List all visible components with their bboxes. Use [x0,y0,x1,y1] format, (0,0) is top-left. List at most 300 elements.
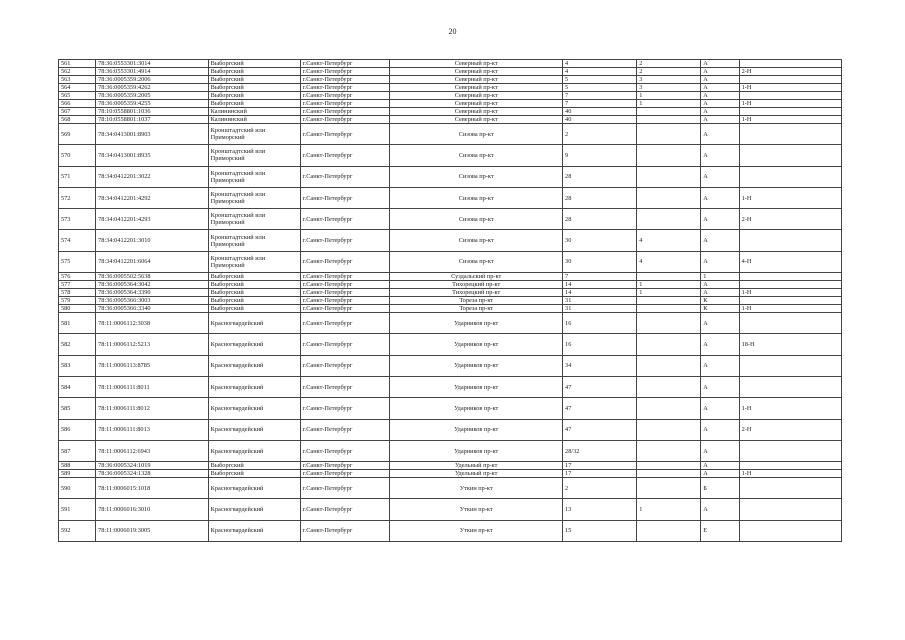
city-cell: г.Санкт-Петербург [300,499,390,520]
house-number-cell: 7 [563,273,637,281]
table-row [59,116,842,124]
letter-cell: А [701,100,739,108]
letter-cell: 1 [701,273,739,281]
premises-cell [739,281,841,289]
row-number-cell: 579 [59,297,96,305]
house-number-cell: 28 [563,209,637,230]
street-cell: Северный пр-кт [390,100,563,108]
row-number-cell: 578 [59,289,96,297]
building-number-cell [637,297,701,305]
row-number-cell: 582 [59,334,96,355]
house-number-cell: 31 [563,305,637,313]
table-row [59,187,842,208]
street-cell: Тореза пр-кт [390,305,563,313]
building-number-cell [637,470,701,478]
table-row [59,100,842,108]
premises-cell [739,499,841,520]
row-number-cell: 577 [59,281,96,289]
cadastral-number-cell: 78:11:0006113:8785 [96,355,209,376]
house-number-cell: 9 [563,145,637,166]
premises-cell [739,124,841,145]
cadastral-number-cell: 78:11:0006112:3038 [96,313,209,334]
cadastral-number-cell: 78:34:0413001:8935 [96,145,209,166]
house-number-cell: 34 [563,355,637,376]
district-cell: Красногвардейский [208,334,300,355]
city-cell: г.Санкт-Петербург [300,209,390,230]
premises-cell: 2-Н [739,68,841,76]
district-cell: Выборгский [208,305,300,313]
house-number-cell: 5 [563,76,637,84]
street-cell: Уткин пр-кт [390,478,563,499]
street-cell: Северный пр-кт [390,116,563,124]
city-cell: г.Санкт-Петербург [300,281,390,289]
cadastral-number-cell: 78:36:0553301:3014 [96,60,209,68]
cadastral-number-cell: 78:36:0005366:3340 [96,305,209,313]
building-number-cell [637,116,701,124]
table-row [59,273,842,281]
district-cell: Кронштадтский или Приморский [208,187,300,208]
district-cell: Кронштадтский или Приморский [208,145,300,166]
table-row [59,520,842,541]
district-cell: Выборгский [208,470,300,478]
street-cell: Удельный пр-кт [390,470,563,478]
letter-cell: А [701,313,739,334]
premises-cell [739,92,841,100]
city-cell: г.Санкт-Петербург [300,68,390,76]
cadastral-number-cell: 78:34:0412201:4292 [96,187,209,208]
row-number-cell: 583 [59,355,96,376]
city-cell: г.Санкт-Петербург [300,462,390,470]
city-cell: г.Санкт-Петербург [300,376,390,397]
city-cell: г.Санкт-Петербург [300,92,390,100]
house-number-cell: 40 [563,108,637,116]
premises-cell [739,440,841,461]
district-cell: Кронштадтский или Приморский [208,124,300,145]
house-number-cell: 14 [563,289,637,297]
letter-cell: А [701,281,739,289]
premises-cell: 1-Н [739,470,841,478]
table-row [59,251,842,272]
city-cell: г.Санкт-Петербург [300,334,390,355]
table-row [59,398,842,419]
district-cell: Выборгский [208,289,300,297]
premises-cell: 4-Н [739,251,841,272]
table-row [59,297,842,305]
house-number-cell: 7 [563,100,637,108]
cadastral-number-cell: 78:34:0412201:3010 [96,230,209,251]
letter-cell: А [701,376,739,397]
house-number-cell: 28/32 [563,440,637,461]
letter-cell: А [701,230,739,251]
street-cell: Ударников пр-кт [390,419,563,440]
table-row [59,108,842,116]
house-number-cell: 14 [563,281,637,289]
building-number-cell: 3 [637,84,701,92]
building-number-cell [637,124,701,145]
city-cell: г.Санкт-Петербург [300,145,390,166]
premises-cell [739,376,841,397]
cadastral-number-cell: 78:11:0006112:6943 [96,440,209,461]
street-cell: Сизова пр-кт [390,145,563,166]
table-row [59,499,842,520]
street-cell: Ударников пр-кт [390,334,563,355]
premises-cell [739,108,841,116]
row-number-cell: 562 [59,68,96,76]
premises-cell [739,478,841,499]
house-number-cell: 7 [563,92,637,100]
city-cell: г.Санкт-Петербург [300,108,390,116]
district-cell: Выборгский [208,297,300,305]
street-cell: Сизова пр-кт [390,230,563,251]
house-number-cell: 30 [563,251,637,272]
table-row [59,76,842,84]
table-row [59,289,842,297]
letter-cell: А [701,116,739,124]
house-number-cell: 2 [563,478,637,499]
premises-cell [739,60,841,68]
row-number-cell: 589 [59,470,96,478]
cadastral-number-cell: 78:34:0413001:8903 [96,124,209,145]
cadastral-number-cell: 78:36:0005359:2005 [96,92,209,100]
row-number-cell: 590 [59,478,96,499]
table-row [59,145,842,166]
district-cell: Кронштадтский или Приморский [208,166,300,187]
row-number-cell: 575 [59,251,96,272]
table-row [59,124,842,145]
building-number-cell: 4 [637,251,701,272]
row-number-cell: 571 [59,166,96,187]
street-cell: Северный пр-кт [390,108,563,116]
district-cell: Выборгский [208,462,300,470]
row-number-cell: 588 [59,462,96,470]
premises-cell: 1-Н [739,100,841,108]
building-number-cell: 2 [637,68,701,76]
city-cell: г.Санкт-Петербург [300,478,390,499]
table-row [59,478,842,499]
premises-cell: 1-Н [739,305,841,313]
cadastral-number-cell: 78:34:0412201:3022 [96,166,209,187]
letter-cell: А [701,84,739,92]
house-number-cell: 28 [563,166,637,187]
building-number-cell [637,419,701,440]
building-number-cell [637,187,701,208]
table-row [59,68,842,76]
row-number-cell: 570 [59,145,96,166]
building-number-cell [637,355,701,376]
house-number-cell: 5 [563,84,637,92]
letter-cell: А [701,166,739,187]
letter-cell: А [701,289,739,297]
district-cell: Красногвардейский [208,520,300,541]
row-number-cell: 580 [59,305,96,313]
premises-cell: 2-Н [739,209,841,230]
street-cell: Северный пр-кт [390,68,563,76]
table-row [59,470,842,478]
page-number: 20 [448,27,457,36]
district-cell: Кронштадтский или Приморский [208,251,300,272]
city-cell: г.Санкт-Петербург [300,251,390,272]
city-cell: г.Санкт-Петербург [300,230,390,251]
letter-cell: А [701,68,739,76]
table-row [59,166,842,187]
table-row [59,440,842,461]
letter-cell: А [701,145,739,166]
table-row [59,230,842,251]
row-number-cell: 592 [59,520,96,541]
street-cell: Северный пр-кт [390,60,563,68]
cadastral-number-cell: 78:11:0006111:8012 [96,398,209,419]
table-row [59,462,842,470]
letter-cell: А [701,499,739,520]
district-cell: Красногвардейский [208,419,300,440]
city-cell: г.Санкт-Петербург [300,124,390,145]
street-cell: Ударников пр-кт [390,355,563,376]
district-cell: Выборгский [208,273,300,281]
premises-cell [739,166,841,187]
row-number-cell: 585 [59,398,96,419]
row-number-cell: 569 [59,124,96,145]
premises-cell: 1-Н [739,398,841,419]
city-cell: г.Санкт-Петербург [300,470,390,478]
building-number-cell: 1 [637,281,701,289]
table-row [59,281,842,289]
cadastral-number-cell: 78:10:0558801:1036 [96,108,209,116]
street-cell: Северный пр-кт [390,76,563,84]
premises-cell [739,297,841,305]
building-number-cell [637,108,701,116]
building-number-cell [637,334,701,355]
city-cell: г.Санкт-Петербург [300,520,390,541]
building-number-cell [637,398,701,419]
city-cell: г.Санкт-Петербург [300,166,390,187]
building-number-cell: 1 [637,499,701,520]
district-cell: Выборгский [208,100,300,108]
premises-cell [739,76,841,84]
cadastral-number-cell: 78:36:0005359:4255 [96,100,209,108]
street-cell: Сизова пр-кт [390,187,563,208]
city-cell: г.Санкт-Петербург [300,440,390,461]
letter-cell: А [701,76,739,84]
house-number-cell: 16 [563,313,637,334]
house-number-cell: 31 [563,297,637,305]
house-number-cell: 13 [563,499,637,520]
premises-cell: 18-Н [739,334,841,355]
district-cell: Красногвардейский [208,478,300,499]
city-cell: г.Санкт-Петербург [300,398,390,419]
registry-table-body [59,60,842,542]
city-cell: г.Санкт-Петербург [300,187,390,208]
letter-cell: К [701,305,739,313]
cadastral-number-cell: 78:11:0006015:1018 [96,478,209,499]
city-cell: г.Санкт-Петербург [300,76,390,84]
premises-cell [739,520,841,541]
cadastral-number-cell: 78:10:0558801:1037 [96,116,209,124]
street-cell: Северный пр-кт [390,84,563,92]
city-cell: г.Санкт-Петербург [300,116,390,124]
building-number-cell [637,273,701,281]
row-number-cell: 561 [59,60,96,68]
letter-cell: А [701,398,739,419]
row-number-cell: 565 [59,92,96,100]
building-number-cell [637,209,701,230]
building-number-cell [637,462,701,470]
letter-cell: А [701,60,739,68]
letter-cell: А [701,92,739,100]
table-row [59,376,842,397]
district-cell: Выборгский [208,84,300,92]
cadastral-number-cell: 78:36:0005324:1019 [96,462,209,470]
street-cell: Ударников пр-кт [390,376,563,397]
cadastral-number-cell: 78:36:0005359:2006 [96,76,209,84]
house-number-cell: 47 [563,398,637,419]
letter-cell: А [701,124,739,145]
district-cell: Выборгский [208,68,300,76]
house-number-cell: 28 [563,187,637,208]
table-row [59,313,842,334]
premises-cell [739,145,841,166]
building-number-cell [637,478,701,499]
table-row [59,209,842,230]
letter-cell: А [701,108,739,116]
premises-cell [739,313,841,334]
row-number-cell: 587 [59,440,96,461]
building-number-cell [637,376,701,397]
letter-cell: А [701,440,739,461]
cadastral-number-cell: 78:36:0005359:4262 [96,84,209,92]
building-number-cell: 2 [637,60,701,68]
city-cell: г.Санкт-Петербург [300,313,390,334]
building-number-cell [637,440,701,461]
street-cell: Удельный пр-кт [390,462,563,470]
city-cell: г.Санкт-Петербург [300,84,390,92]
street-cell: Сизова пр-кт [390,166,563,187]
letter-cell: А [701,462,739,470]
house-number-cell: 2 [563,124,637,145]
cadastral-number-cell: 78:36:0005366:3003 [96,297,209,305]
cadastral-number-cell: 78:34:0412201:4293 [96,209,209,230]
letter-cell: А [701,419,739,440]
letter-cell: К [701,297,739,305]
letter-cell: Б [701,478,739,499]
building-number-cell: 1 [637,100,701,108]
street-cell: Суздальский пр-кт [390,273,563,281]
premises-cell: 1-Н [739,116,841,124]
building-number-cell [637,145,701,166]
building-number-cell [637,313,701,334]
house-number-cell: 4 [563,60,637,68]
letter-cell: А [701,355,739,376]
street-cell: Сизова пр-кт [390,209,563,230]
table-row [59,84,842,92]
letter-cell: Е [701,520,739,541]
city-cell: г.Санкт-Петербург [300,355,390,376]
district-cell: Калининский [208,116,300,124]
city-cell: г.Санкт-Петербург [300,273,390,281]
premises-cell: 1-Н [739,187,841,208]
row-number-cell: 574 [59,230,96,251]
district-cell: Кронштадтский или Приморский [208,230,300,251]
street-cell: Северный пр-кт [390,92,563,100]
row-number-cell: 576 [59,273,96,281]
cadastral-number-cell: 78:36:0005364:3390 [96,289,209,297]
street-cell: Сизова пр-кт [390,251,563,272]
district-cell: Кронштадтский или Приморский [208,209,300,230]
letter-cell: А [701,251,739,272]
letter-cell: А [701,209,739,230]
premises-cell [739,355,841,376]
district-cell: Красногвардейский [208,376,300,397]
registry-table [58,59,842,542]
row-number-cell: 563 [59,76,96,84]
table-row [59,92,842,100]
city-cell: г.Санкт-Петербург [300,289,390,297]
street-cell: Сизова пр-кт [390,124,563,145]
building-number-cell [637,520,701,541]
row-number-cell: 564 [59,84,96,92]
premises-cell [739,462,841,470]
district-cell: Выборгский [208,60,300,68]
city-cell: г.Санкт-Петербург [300,60,390,68]
row-number-cell: 572 [59,187,96,208]
district-cell: Выборгский [208,76,300,84]
cadastral-number-cell: 78:36:0005364:3042 [96,281,209,289]
city-cell: г.Санкт-Петербург [300,419,390,440]
letter-cell: А [701,470,739,478]
street-cell: Ударников пр-кт [390,440,563,461]
house-number-cell: 40 [563,116,637,124]
street-cell: Ударников пр-кт [390,313,563,334]
table-row [59,355,842,376]
street-cell: Ударников пр-кт [390,398,563,419]
building-number-cell: 3 [637,76,701,84]
row-number-cell: 573 [59,209,96,230]
letter-cell: А [701,187,739,208]
row-number-cell: 581 [59,313,96,334]
row-number-cell: 566 [59,100,96,108]
table-row [59,419,842,440]
row-number-cell: 568 [59,116,96,124]
cadastral-number-cell: 78:11:0006111:8011 [96,376,209,397]
house-number-cell: 47 [563,419,637,440]
cadastral-number-cell: 78:11:0006019:3005 [96,520,209,541]
premises-cell [739,230,841,251]
house-number-cell: 17 [563,462,637,470]
district-cell: Красногвардейский [208,440,300,461]
letter-cell: А [701,334,739,355]
district-cell: Красногвардейский [208,398,300,419]
house-number-cell: 17 [563,470,637,478]
table-row [59,60,842,68]
premises-cell: 1-Н [739,84,841,92]
district-cell: Красногвардейский [208,499,300,520]
row-number-cell: 584 [59,376,96,397]
premises-cell: 2-Н [739,419,841,440]
cadastral-number-cell: 78:11:0006111:8013 [96,419,209,440]
district-cell: Красногвардейский [208,313,300,334]
district-cell: Выборгский [208,92,300,100]
street-cell: Тореза пр-кт [390,297,563,305]
house-number-cell: 16 [563,334,637,355]
city-cell: г.Санкт-Петербург [300,100,390,108]
street-cell: Тихорецкий пр-кт [390,289,563,297]
house-number-cell: 30 [563,230,637,251]
row-number-cell: 591 [59,499,96,520]
table-row [59,305,842,313]
building-number-cell: 4 [637,230,701,251]
cadastral-number-cell: 78:11:0006112:5213 [96,334,209,355]
building-number-cell [637,305,701,313]
premises-cell [739,273,841,281]
